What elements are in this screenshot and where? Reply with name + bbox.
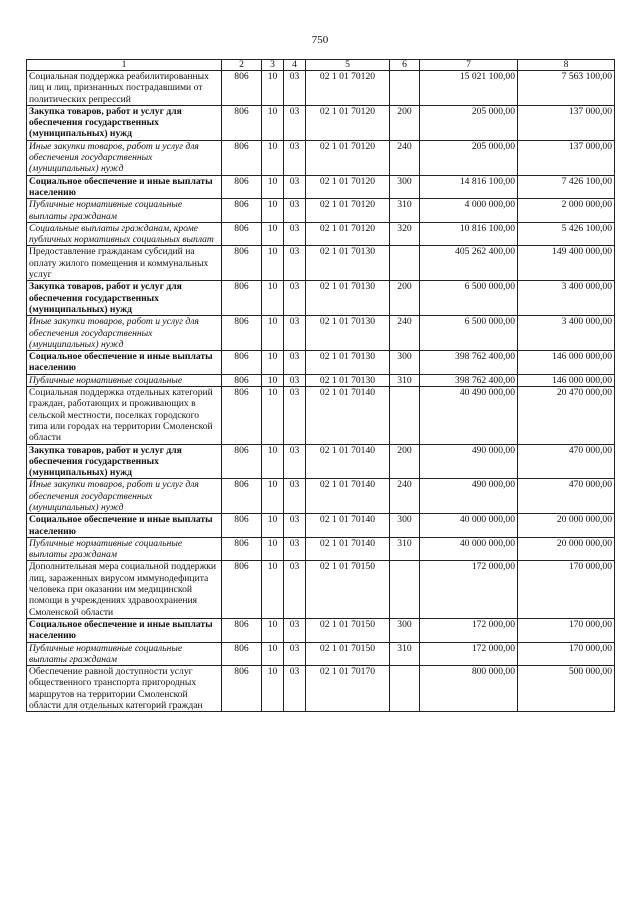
header-cell: 7: [420, 60, 518, 71]
table-body: [27, 71, 615, 712]
table-row: [27, 374, 615, 386]
amount-year1-cell: 490 000,00: [420, 479, 518, 514]
amount-year1-cell: 398 762 400,00: [420, 351, 518, 375]
subsection-cell: 03: [284, 316, 306, 351]
table-row: [27, 666, 615, 712]
expense-type-cell: 310: [390, 374, 420, 386]
header-cell: 5: [306, 60, 390, 71]
section-cell: 10: [262, 246, 284, 281]
section-cell: 10: [262, 561, 284, 618]
amount-year1-cell: 4 000 000,00: [420, 199, 518, 223]
admin-code-cell: 806: [222, 537, 262, 561]
header-cell: 1: [27, 60, 222, 71]
subsection-cell: 03: [284, 444, 306, 479]
subsection-cell: 03: [284, 351, 306, 375]
section-cell: 10: [262, 666, 284, 712]
row-name-cell: Публичные нормативные социальные: [27, 374, 222, 386]
admin-code-cell: 806: [222, 140, 262, 175]
target-article-cell: 02 1 01 70120: [306, 175, 390, 199]
section-cell: 10: [262, 514, 284, 538]
amount-year1-cell: 40 000 000,00: [420, 514, 518, 538]
expense-type-cell: 310: [390, 642, 420, 666]
expense-type-cell: 200: [390, 444, 420, 479]
header-cell: 2: [222, 60, 262, 71]
row-name-cell: Публичные нормативные социальные выплаты гражданам: [27, 642, 222, 666]
expense-type-cell: 240: [390, 316, 420, 351]
admin-code-cell: 806: [222, 175, 262, 199]
target-article-cell: 02 1 01 70120: [306, 222, 390, 246]
row-name-cell: Закупка товаров, работ и услуг для обеспечения государственных (муниципальных) нужд: [27, 105, 222, 140]
subsection-cell: 03: [284, 479, 306, 514]
subsection-cell: 03: [284, 175, 306, 199]
section-cell: 10: [262, 444, 284, 479]
amount-year2-cell: 7 563 100,00: [518, 71, 615, 106]
admin-code-cell: 806: [222, 642, 262, 666]
admin-code-cell: 806: [222, 222, 262, 246]
target-article-cell: 02 1 01 70120: [306, 71, 390, 106]
header-row: [27, 60, 615, 71]
amount-year1-cell: 172 000,00: [420, 618, 518, 642]
target-article-cell: 02 1 01 70140: [306, 514, 390, 538]
amount-year2-cell: 500 000,00: [518, 666, 615, 712]
amount-year2-cell: 470 000,00: [518, 479, 615, 514]
expense-type-cell: 240: [390, 140, 420, 175]
amount-year2-cell: 149 400 000,00: [518, 246, 615, 281]
table-row: [27, 105, 615, 140]
row-name-cell: Дополнительная мера социальной поддержки лиц, зараженных вирусом иммунодефицита человека при оказании им медицинской помощи в учреждениях здравоохранения Смоленской области: [27, 561, 222, 618]
row-name-cell: Социальное обеспечение и иные выплаты населению: [27, 175, 222, 199]
amount-year2-cell: 470 000,00: [518, 444, 615, 479]
row-name-cell: Социальная поддержка реабилитированных лиц и лиц, признанных пострадавшими от политических репрессий: [27, 71, 222, 106]
budget-table: [26, 59, 615, 712]
target-article-cell: 02 1 01 70140: [306, 444, 390, 479]
amount-year1-cell: 6 500 000,00: [420, 316, 518, 351]
target-article-cell: 02 1 01 70130: [306, 246, 390, 281]
header-cell: 8: [518, 60, 615, 71]
target-article-cell: 02 1 01 70120: [306, 140, 390, 175]
amount-year1-cell: 10 816 100,00: [420, 222, 518, 246]
admin-code-cell: 806: [222, 281, 262, 316]
amount-year2-cell: 146 000 000,00: [518, 374, 615, 386]
section-cell: 10: [262, 537, 284, 561]
admin-code-cell: 806: [222, 351, 262, 375]
expense-type-cell: 310: [390, 199, 420, 223]
amount-year1-cell: 205 000,00: [420, 140, 518, 175]
target-article-cell: 02 1 01 70140: [306, 537, 390, 561]
table-row: [27, 642, 615, 666]
table-row: [27, 444, 615, 479]
expense-type-cell: 200: [390, 105, 420, 140]
header-cell: 4: [284, 60, 306, 71]
row-name-cell: Социальное обеспечение и иные выплаты населению: [27, 351, 222, 375]
subsection-cell: 03: [284, 281, 306, 316]
row-name-cell: Закупка товаров, работ и услуг для обеспечения государственных (муниципальных) нужд: [27, 281, 222, 316]
amount-year1-cell: 205 000,00: [420, 105, 518, 140]
subsection-cell: 03: [284, 222, 306, 246]
expense-type-cell: 310: [390, 537, 420, 561]
table-row: [27, 479, 615, 514]
target-article-cell: 02 1 01 70130: [306, 374, 390, 386]
admin-code-cell: 806: [222, 666, 262, 712]
table-row: [27, 281, 615, 316]
expense-type-cell: 240: [390, 479, 420, 514]
row-name-cell: Закупка товаров, работ и услуг для обеспечения государственных (муниципальных) нужд: [27, 444, 222, 479]
subsection-cell: 03: [284, 561, 306, 618]
row-name-cell: Социальное обеспечение и иные выплаты населению: [27, 514, 222, 538]
subsection-cell: 03: [284, 105, 306, 140]
admin-code-cell: 806: [222, 105, 262, 140]
admin-code-cell: 806: [222, 514, 262, 538]
amount-year2-cell: 20 470 000,00: [518, 387, 615, 444]
amount-year1-cell: 800 000,00: [420, 666, 518, 712]
target-article-cell: 02 1 01 70140: [306, 387, 390, 444]
row-name-cell: Социальные выплаты гражданам, кроме публичных нормативных социальных выплат: [27, 222, 222, 246]
subsection-cell: 03: [284, 642, 306, 666]
amount-year2-cell: 170 000,00: [518, 561, 615, 618]
expense-type-cell: 320: [390, 222, 420, 246]
admin-code-cell: 806: [222, 199, 262, 223]
admin-code-cell: 806: [222, 316, 262, 351]
table-row: [27, 351, 615, 375]
amount-year2-cell: 20 000 000,00: [518, 537, 615, 561]
target-article-cell: 02 1 01 70120: [306, 105, 390, 140]
page-number: 750: [311, 34, 329, 46]
admin-code-cell: 806: [222, 246, 262, 281]
subsection-cell: 03: [284, 618, 306, 642]
subsection-cell: 03: [284, 199, 306, 223]
target-article-cell: 02 1 01 70140: [306, 479, 390, 514]
row-name-cell: Публичные нормативные социальные выплаты гражданам: [27, 537, 222, 561]
expense-type-cell: [390, 246, 420, 281]
header-cell: 6: [390, 60, 420, 71]
header-cell: 3: [262, 60, 284, 71]
section-cell: 10: [262, 642, 284, 666]
target-article-cell: 02 1 01 70150: [306, 561, 390, 618]
expense-type-cell: [390, 387, 420, 444]
admin-code-cell: 806: [222, 374, 262, 386]
amount-year2-cell: 137 000,00: [518, 140, 615, 175]
expense-type-cell: 300: [390, 618, 420, 642]
table-row: [27, 246, 615, 281]
expense-type-cell: 300: [390, 351, 420, 375]
table-row: [27, 199, 615, 223]
amount-year1-cell: 40 000 000,00: [420, 537, 518, 561]
row-name-cell: Обеспечение равной доступности услуг общественного транспорта пригородных маршрутов на территории Смоленской области для отдельных категорий граждан: [27, 666, 222, 712]
row-name-cell: Социальная поддержка отдельных категорий граждан, работающих и проживающих в сельской местности, поселках городского типа или городах на территории Смоленской области: [27, 387, 222, 444]
admin-code-cell: 806: [222, 444, 262, 479]
section-cell: 10: [262, 618, 284, 642]
amount-year2-cell: 5 426 100,00: [518, 222, 615, 246]
row-name-cell: Иные закупки товаров, работ и услуг для обеспечения государственных (муниципальных) нужд: [27, 316, 222, 351]
amount-year2-cell: 20 000 000,00: [518, 514, 615, 538]
section-cell: 10: [262, 199, 284, 223]
amount-year1-cell: 398 762 400,00: [420, 374, 518, 386]
subsection-cell: 03: [284, 514, 306, 538]
subsection-cell: 03: [284, 140, 306, 175]
amount-year2-cell: 146 000 000,00: [518, 351, 615, 375]
amount-year2-cell: 7 426 100,00: [518, 175, 615, 199]
section-cell: 10: [262, 71, 284, 106]
amount-year1-cell: 405 262 400,00: [420, 246, 518, 281]
section-cell: 10: [262, 479, 284, 514]
amount-year2-cell: 3 400 000,00: [518, 316, 615, 351]
admin-code-cell: 806: [222, 561, 262, 618]
target-article-cell: 02 1 01 70150: [306, 618, 390, 642]
target-article-cell: 02 1 01 70130: [306, 316, 390, 351]
row-name-cell: Иные закупки товаров, работ и услуг для обеспечения государственных (муниципальных) нужд: [27, 140, 222, 175]
table-row: [27, 537, 615, 561]
row-name-cell: Предоставление гражданам субсидий на оплату жилого помещения и коммунальных услуг: [27, 246, 222, 281]
amount-year1-cell: 15 021 100,00: [420, 71, 518, 106]
target-article-cell: 02 1 01 70170: [306, 666, 390, 712]
amount-year2-cell: 170 000,00: [518, 618, 615, 642]
target-article-cell: 02 1 01 70130: [306, 351, 390, 375]
section-cell: 10: [262, 374, 284, 386]
table-row: [27, 140, 615, 175]
amount-year1-cell: 172 000,00: [420, 642, 518, 666]
row-name-cell: Публичные нормативные социальные выплаты гражданам: [27, 199, 222, 223]
expense-type-cell: 300: [390, 514, 420, 538]
admin-code-cell: 806: [222, 479, 262, 514]
table-row: [27, 71, 615, 106]
subsection-cell: 03: [284, 666, 306, 712]
table-row: [27, 222, 615, 246]
table-row: [27, 618, 615, 642]
admin-code-cell: 806: [222, 387, 262, 444]
section-cell: 10: [262, 316, 284, 351]
section-cell: 10: [262, 175, 284, 199]
table-row: [27, 175, 615, 199]
admin-code-cell: 806: [222, 71, 262, 106]
subsection-cell: 03: [284, 537, 306, 561]
subsection-cell: 03: [284, 246, 306, 281]
amount-year2-cell: 3 400 000,00: [518, 281, 615, 316]
expense-type-cell: [390, 71, 420, 106]
admin-code-cell: 806: [222, 618, 262, 642]
target-article-cell: 02 1 01 70120: [306, 199, 390, 223]
amount-year1-cell: 172 000,00: [420, 561, 518, 618]
table-row: [27, 514, 615, 538]
amount-year1-cell: 14 816 100,00: [420, 175, 518, 199]
section-cell: 10: [262, 281, 284, 316]
expense-type-cell: 300: [390, 175, 420, 199]
expense-type-cell: 200: [390, 281, 420, 316]
section-cell: 10: [262, 105, 284, 140]
expense-type-cell: [390, 666, 420, 712]
section-cell: 10: [262, 387, 284, 444]
section-cell: 10: [262, 222, 284, 246]
row-name-cell: Социальное обеспечение и иные выплаты населению: [27, 618, 222, 642]
expense-type-cell: [390, 561, 420, 618]
subsection-cell: 03: [284, 374, 306, 386]
amount-year1-cell: 40 490 000,00: [420, 387, 518, 444]
table-row: [27, 316, 615, 351]
amount-year2-cell: 137 000,00: [518, 105, 615, 140]
row-name-cell: Иные закупки товаров, работ и услуг для обеспечения государственных (муниципальных) нужд: [27, 479, 222, 514]
table-row: [27, 387, 615, 444]
amount-year2-cell: 2 000 000,00: [518, 199, 615, 223]
table-row: [27, 561, 615, 618]
amount-year1-cell: 490 000,00: [420, 444, 518, 479]
subsection-cell: 03: [284, 387, 306, 444]
target-article-cell: 02 1 01 70150: [306, 642, 390, 666]
amount-year1-cell: 6 500 000,00: [420, 281, 518, 316]
section-cell: 10: [262, 140, 284, 175]
subsection-cell: 03: [284, 71, 306, 106]
amount-year2-cell: 170 000,00: [518, 642, 615, 666]
section-cell: 10: [262, 351, 284, 375]
target-article-cell: 02 1 01 70130: [306, 281, 390, 316]
